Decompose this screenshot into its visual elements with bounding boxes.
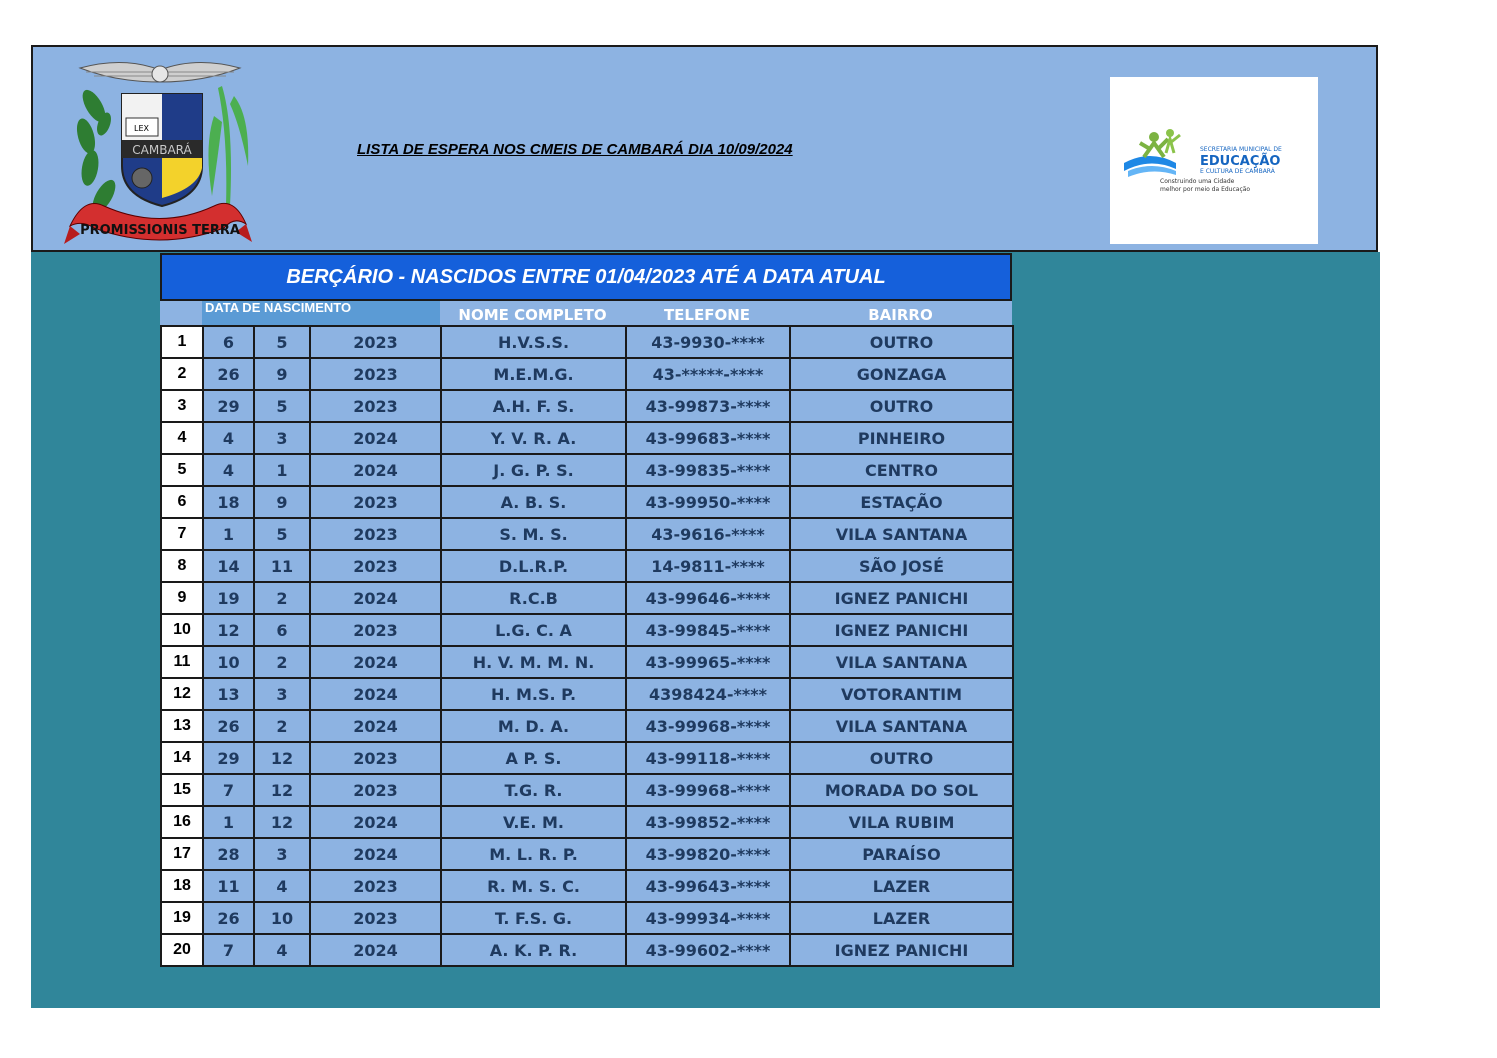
table-row xyxy=(161,838,1013,870)
district-cell: GONZAGA xyxy=(790,358,1013,390)
table-row xyxy=(161,422,1013,454)
phone-cell: 43-99950-**** xyxy=(626,486,790,518)
birth-year-cell: 2024 xyxy=(310,582,441,614)
row-number-cell: 13 xyxy=(161,710,203,742)
birth-month-cell: 5 xyxy=(254,390,310,422)
district-cell: OUTRO xyxy=(790,390,1013,422)
district-cell: OUTRO xyxy=(790,326,1013,358)
birth-day-cell: 26 xyxy=(203,710,254,742)
phone-cell: 14-9811-**** xyxy=(626,550,790,582)
birth-month-cell: 9 xyxy=(254,486,310,518)
birth-month-cell: 3 xyxy=(254,678,310,710)
district-cell: SÃO JOSÉ xyxy=(790,550,1013,582)
birth-day-cell: 28 xyxy=(203,838,254,870)
birth-day-cell: 29 xyxy=(203,742,254,774)
phone-cell: 43-99934-**** xyxy=(626,902,790,934)
row-number-cell: 9 xyxy=(161,582,203,614)
row-number-cell: 7 xyxy=(161,518,203,550)
district-cell: VILA SANTANA xyxy=(790,710,1013,742)
phone-cell: 43-9930-**** xyxy=(626,326,790,358)
birth-day-cell: 6 xyxy=(203,326,254,358)
birth-month-cell: 5 xyxy=(254,326,310,358)
birth-year-cell: 2023 xyxy=(310,358,441,390)
district-cell: VILA RUBIM xyxy=(790,806,1013,838)
birth-month-cell: 12 xyxy=(254,774,310,806)
waiting-list-rows xyxy=(160,325,1014,967)
education-secretariat-logo xyxy=(1110,77,1318,244)
date-of-birth-header: DATA DE NASCIMENTO xyxy=(202,301,440,325)
table-row xyxy=(161,934,1013,966)
row-number-cell: 1 xyxy=(161,326,203,358)
full-name-cell: A. K. P. R. xyxy=(441,934,626,966)
birth-year-cell: 2023 xyxy=(310,326,441,358)
birth-day-cell: 7 xyxy=(203,774,254,806)
birth-year-cell: 2024 xyxy=(310,454,441,486)
row-number-cell: 4 xyxy=(161,422,203,454)
birth-month-cell: 3 xyxy=(254,838,310,870)
table-row xyxy=(161,902,1013,934)
full-name-cell: V.E. M. xyxy=(441,806,626,838)
birth-day-cell: 10 xyxy=(203,646,254,678)
table-row xyxy=(161,710,1013,742)
table-row xyxy=(161,774,1013,806)
table-row xyxy=(161,870,1013,902)
district-cell: LAZER xyxy=(790,902,1013,934)
full-name-cell: A. B. S. xyxy=(441,486,626,518)
phone-cell: 43-99820-**** xyxy=(626,838,790,870)
row-number-cell: 5 xyxy=(161,454,203,486)
phone-cell: 43-99602-**** xyxy=(626,934,790,966)
birth-year-cell: 2024 xyxy=(310,646,441,678)
birth-year-cell: 2023 xyxy=(310,774,441,806)
full-name-cell: A.H. F. S. xyxy=(441,390,626,422)
birth-year-cell: 2023 xyxy=(310,550,441,582)
birth-month-cell: 4 xyxy=(254,934,310,966)
table-header xyxy=(160,301,1012,325)
phone-cell: 43-*****-**** xyxy=(626,358,790,390)
row-number-cell: 19 xyxy=(161,902,203,934)
full-name-cell: H. M.S. P. xyxy=(441,678,626,710)
cambara-coat-of-arms-logo xyxy=(64,56,252,248)
full-name-header: NOME COMPLETO xyxy=(458,306,607,324)
birth-month-cell: 11 xyxy=(254,550,310,582)
district-cell: ESTAÇÃO xyxy=(790,486,1013,518)
birth-year-cell: 2024 xyxy=(310,838,441,870)
row-number-cell: 10 xyxy=(161,614,203,646)
birth-day-cell: 4 xyxy=(203,454,254,486)
birth-month-cell: 4 xyxy=(254,870,310,902)
table-row xyxy=(161,646,1013,678)
svg-text:PROMISSIONIS TERRA: PROMISSIONIS TERRA xyxy=(80,223,240,238)
birth-day-cell: 14 xyxy=(203,550,254,582)
svg-text:SECRETARIA MUNICIPAL DE: SECRETARIA MUNICIPAL DE xyxy=(1200,146,1282,153)
birth-day-cell: 1 xyxy=(203,518,254,550)
full-name-cell: M. D. A. xyxy=(441,710,626,742)
full-name-cell: M. L. R. P. xyxy=(441,838,626,870)
birth-month-cell: 2 xyxy=(254,646,310,678)
phone-cell: 43-99968-**** xyxy=(626,774,790,806)
birth-day-cell: 12 xyxy=(203,614,254,646)
full-name-cell: R. M. S. C. xyxy=(441,870,626,902)
district-cell: OUTRO xyxy=(790,742,1013,774)
table-row xyxy=(161,678,1013,710)
table-row xyxy=(161,742,1013,774)
phone-cell: 43-99835-**** xyxy=(626,454,790,486)
waiting-list-table xyxy=(160,253,1012,967)
row-number-cell: 17 xyxy=(161,838,203,870)
birth-month-cell: 1 xyxy=(254,454,310,486)
birth-year-cell: 2023 xyxy=(310,390,441,422)
phone-cell: 43-99873-**** xyxy=(626,390,790,422)
birth-day-cell: 29 xyxy=(203,390,254,422)
birth-year-cell: 2023 xyxy=(310,486,441,518)
phone-cell: 43-99852-**** xyxy=(626,806,790,838)
table-row xyxy=(161,454,1013,486)
table-row xyxy=(161,358,1013,390)
phone-cell: 43-99683-**** xyxy=(626,422,790,454)
birth-month-cell: 3 xyxy=(254,422,310,454)
birth-day-cell: 18 xyxy=(203,486,254,518)
birth-day-cell: 7 xyxy=(203,934,254,966)
birth-day-cell: 19 xyxy=(203,582,254,614)
full-name-cell: J. G. P. S. xyxy=(441,454,626,486)
district-cell: IGNEZ PANICHI xyxy=(790,582,1013,614)
document-title: LISTA DE ESPERA NOS CMEIS DE CAMBARÁ DIA 10/09/2024 xyxy=(357,141,793,158)
birth-year-cell: 2024 xyxy=(310,678,441,710)
phone-cell: 43-9616-**** xyxy=(626,518,790,550)
district-cell: IGNEZ PANICHI xyxy=(790,934,1013,966)
birth-month-cell: 2 xyxy=(254,710,310,742)
full-name-cell: D.L.R.P. xyxy=(441,550,626,582)
table-row xyxy=(161,614,1013,646)
full-name-cell: Y. V. R. A. xyxy=(441,422,626,454)
table-row xyxy=(161,390,1013,422)
row-number-cell: 14 xyxy=(161,742,203,774)
birth-year-cell: 2023 xyxy=(310,742,441,774)
svg-text:CAMBARÁ: CAMBARÁ xyxy=(132,143,192,157)
full-name-cell: S. M. S. xyxy=(441,518,626,550)
row-number-cell: 2 xyxy=(161,358,203,390)
row-number-cell: 6 xyxy=(161,486,203,518)
district-cell: VILA SANTANA xyxy=(790,646,1013,678)
phone-cell: 43-99643-**** xyxy=(626,870,790,902)
birth-year-cell: 2024 xyxy=(310,422,441,454)
phone-cell: 43-99968-**** xyxy=(626,710,790,742)
district-cell: IGNEZ PANICHI xyxy=(790,614,1013,646)
full-name-cell: T.G. R. xyxy=(441,774,626,806)
birth-year-cell: 2023 xyxy=(310,518,441,550)
birth-day-cell: 4 xyxy=(203,422,254,454)
table-row xyxy=(161,486,1013,518)
full-name-cell: L.G. C. A xyxy=(441,614,626,646)
district-header: BAIRRO xyxy=(868,306,933,324)
row-number-cell: 11 xyxy=(161,646,203,678)
birth-day-cell: 26 xyxy=(203,902,254,934)
row-number-cell: 20 xyxy=(161,934,203,966)
table-row xyxy=(161,806,1013,838)
district-cell: VOTORANTIM xyxy=(790,678,1013,710)
row-number-cell: 3 xyxy=(161,390,203,422)
birth-month-cell: 12 xyxy=(254,806,310,838)
phone-cell: 4398424-**** xyxy=(626,678,790,710)
phone-cell: 43-99845-**** xyxy=(626,614,790,646)
phone-cell: 43-99118-**** xyxy=(626,742,790,774)
birth-year-cell: 2023 xyxy=(310,902,441,934)
phone-header: TELEFONE xyxy=(663,306,751,324)
birth-year-cell: 2023 xyxy=(310,870,441,902)
district-cell: PINHEIRO xyxy=(790,422,1013,454)
table-row xyxy=(161,518,1013,550)
table-title: BERÇÁRIO - NASCIDOS ENTRE 01/04/2023 ATÉ A DATA ATUAL xyxy=(160,253,1012,301)
svg-text:LEX: LEX xyxy=(134,124,149,133)
birth-month-cell: 6 xyxy=(254,614,310,646)
full-name-cell: H. V. M. M. N. xyxy=(441,646,626,678)
birth-year-cell: 2024 xyxy=(310,710,441,742)
table-row xyxy=(161,326,1013,358)
district-cell: VILA SANTANA xyxy=(790,518,1013,550)
district-cell: MORADA DO SOL xyxy=(790,774,1013,806)
birth-month-cell: 5 xyxy=(254,518,310,550)
full-name-cell: A P. S. xyxy=(441,742,626,774)
birth-day-cell: 11 xyxy=(203,870,254,902)
birth-day-cell: 13 xyxy=(203,678,254,710)
full-name-cell: M.E.M.G. xyxy=(441,358,626,390)
full-name-cell: T. F.S. G. xyxy=(441,902,626,934)
row-number-cell: 12 xyxy=(161,678,203,710)
birth-year-cell: 2023 xyxy=(310,614,441,646)
phone-cell: 43-99965-**** xyxy=(626,646,790,678)
full-name-cell: R.C.B xyxy=(441,582,626,614)
svg-text:melhor por meio da Educação: melhor por meio da Educação xyxy=(1160,186,1251,193)
row-number-cell: 8 xyxy=(161,550,203,582)
birth-day-cell: 26 xyxy=(203,358,254,390)
svg-text:EDUCAÇÃO: EDUCAÇÃO xyxy=(1200,154,1281,169)
birth-month-cell: 2 xyxy=(254,582,310,614)
district-cell: CENTRO xyxy=(790,454,1013,486)
phone-cell: 43-99646-**** xyxy=(626,582,790,614)
table-row xyxy=(161,550,1013,582)
row-number-cell: 18 xyxy=(161,870,203,902)
row-number-cell: 15 xyxy=(161,774,203,806)
district-cell: PARAÍSO xyxy=(790,838,1013,870)
birth-year-cell: 2024 xyxy=(310,934,441,966)
svg-text:E CULTURA DE CAMBARÁ: E CULTURA DE CAMBARÁ xyxy=(1200,168,1275,175)
table-row xyxy=(161,582,1013,614)
row-number-cell: 16 xyxy=(161,806,203,838)
birth-month-cell: 9 xyxy=(254,358,310,390)
birth-day-cell: 1 xyxy=(203,806,254,838)
birth-year-cell: 2024 xyxy=(310,806,441,838)
birth-month-cell: 12 xyxy=(254,742,310,774)
birth-month-cell: 10 xyxy=(254,902,310,934)
svg-text:Construindo uma Cidade: Construindo uma Cidade xyxy=(1160,178,1235,185)
district-cell: LAZER xyxy=(790,870,1013,902)
full-name-cell: H.V.S.S. xyxy=(441,326,626,358)
